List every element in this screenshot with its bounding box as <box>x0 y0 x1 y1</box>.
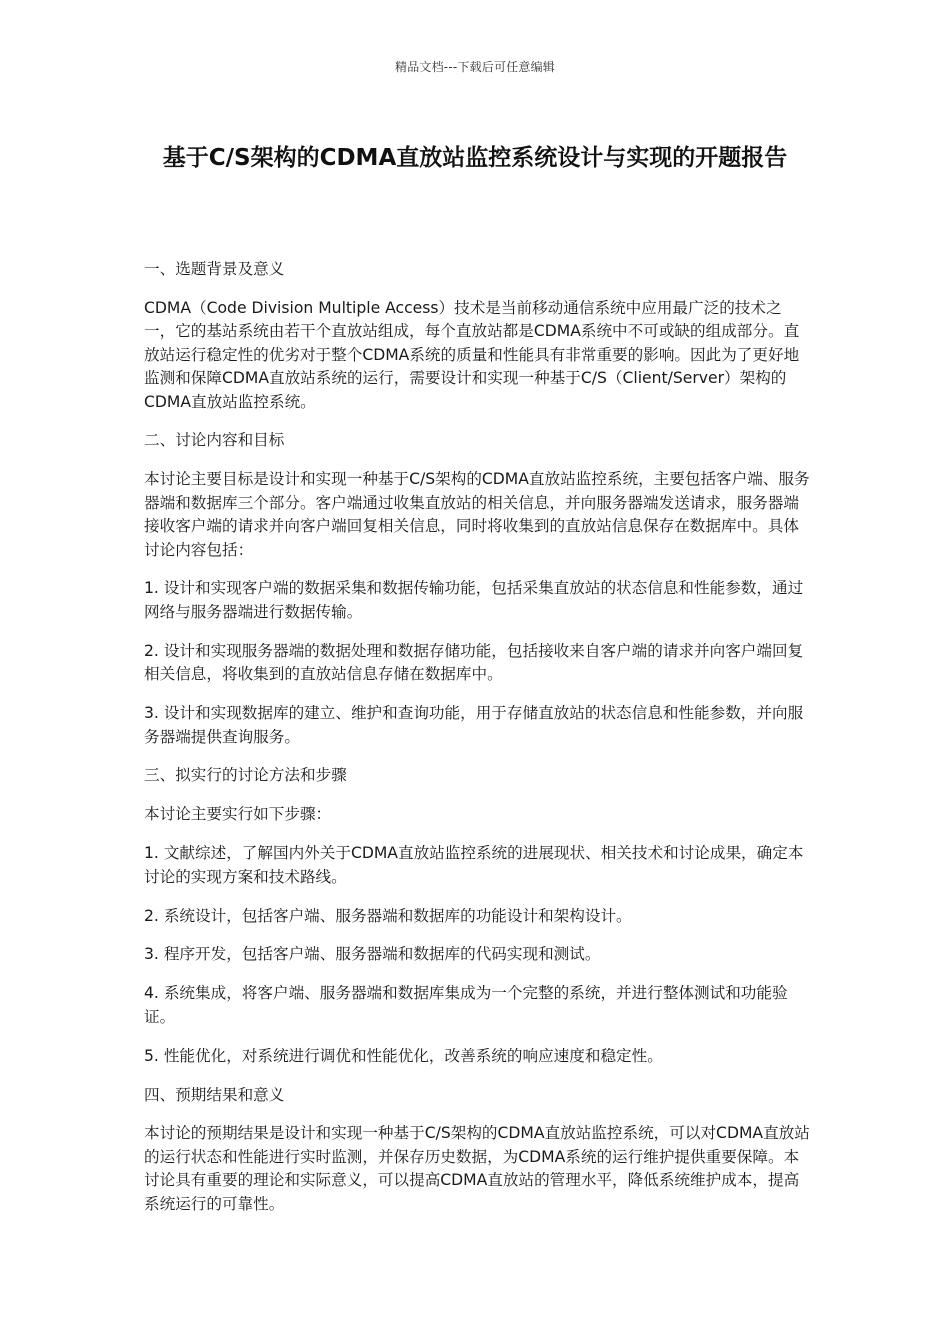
document-body <box>144 258 812 1232</box>
list-item-step-5: 5. 性能优化，对系统进行调优和性能优化，改善系统的响应速度和稳定性。 <box>144 1046 663 1065</box>
list-item-step-3: 3. 程序开发，包括客户端、服务器端和数据库的代码实现和测试。 <box>144 945 601 964</box>
list-item-content-1: 1. 设计和实现客户端的数据采集和数据传输功能，包括采集直放站的状态信息和性能参数，通过网络与服务器端进行数据传输。 <box>144 579 804 621</box>
section-heading-content-goals: 二、讨论内容和目标 <box>144 431 285 450</box>
list-item-step-2: 2. 系统设计，包括客户端、服务器端和数据库的功能设计和架构设计。 <box>144 906 632 925</box>
section-heading-expected-results: 四、预期结果和意义 <box>144 1085 285 1104</box>
page-header-watermark: 精品文档---下载后可任意编辑 <box>395 60 555 74</box>
document-title: 基于C/S架构的CDMA直放站监控系统设计与实现的开题报告 <box>162 145 788 171</box>
paragraph-expected-results: 本讨论的预期结果是设计和实现一种基于C/S架构的CDMA直放站监控系统，可以对CDMA直放站的运行状态和性能进行实时监测，并保存历史数据，为CDMA系统的运行维护提供重要保障。本讨论具有重要的理论和实际意义，可以提高CDMA直放站的管理水平，降低系统维护成本，提高系统运行的可靠性。 <box>144 1124 810 1213</box>
section-heading-methods: 三、拟实行的讨论方法和步骤 <box>144 766 347 785</box>
list-item-step-4: 4. 系统集成，将客户端、服务器端和数据库集成为一个完整的系统，并进行整体测试和功能验证。 <box>144 984 788 1026</box>
paragraph-goals: 本讨论主要目标是设计和实现一种基于C/S架构的CDMA直放站监控系统，主要包括客户端、服务器端和数据库三个部分。客户端通过收集直放站的相关信息，并向服务器端发送请求，服务器端接收客户端的请求并向客户端回复相关信息，同时将收集到的直放站信息保存在数据库中。具体讨论内容包括： <box>144 470 810 559</box>
paragraph-background: CDMA（Code Division Multiple Access）技术是当前移动通信系统中应用最广泛的技术之一，它的基站系统由若干个直放站组成，每个直放站都是CDMA系统中不可或缺的组成部分。直放站运行稳定性的优劣对于整个CDMA系统的质量和性能具有非常重要的影响。因此为了更好地监测和保障CDMA直放站系统的运行，需要设计和实现一种基于C/S（Client/Server）架构的CDMA直放站监控系统。 <box>144 298 800 411</box>
paragraph-methods-intro: 本讨论主要实行如下步骤： <box>144 805 332 824</box>
list-item-step-1: 1. 文献综述，了解国内外关于CDMA直放站监控系统的进展现状、相关技术和讨论成果，确定本讨论的实现方案和技术路线。 <box>144 844 804 886</box>
list-item-content-3: 3. 设计和实现数据库的建立、维护和查询功能，用于存储直放站的状态信息和性能参数，并向服务器端提供查询服务。 <box>144 704 804 746</box>
list-item-content-2: 2. 设计和实现服务器端的数据处理和数据存储功能，包括接收来自客户端的请求并向客户端回复相关信息，将收集到的直放站信息存储在数据库中。 <box>144 641 804 684</box>
section-heading-background: 一、选题背景及意义 <box>144 260 285 278</box>
